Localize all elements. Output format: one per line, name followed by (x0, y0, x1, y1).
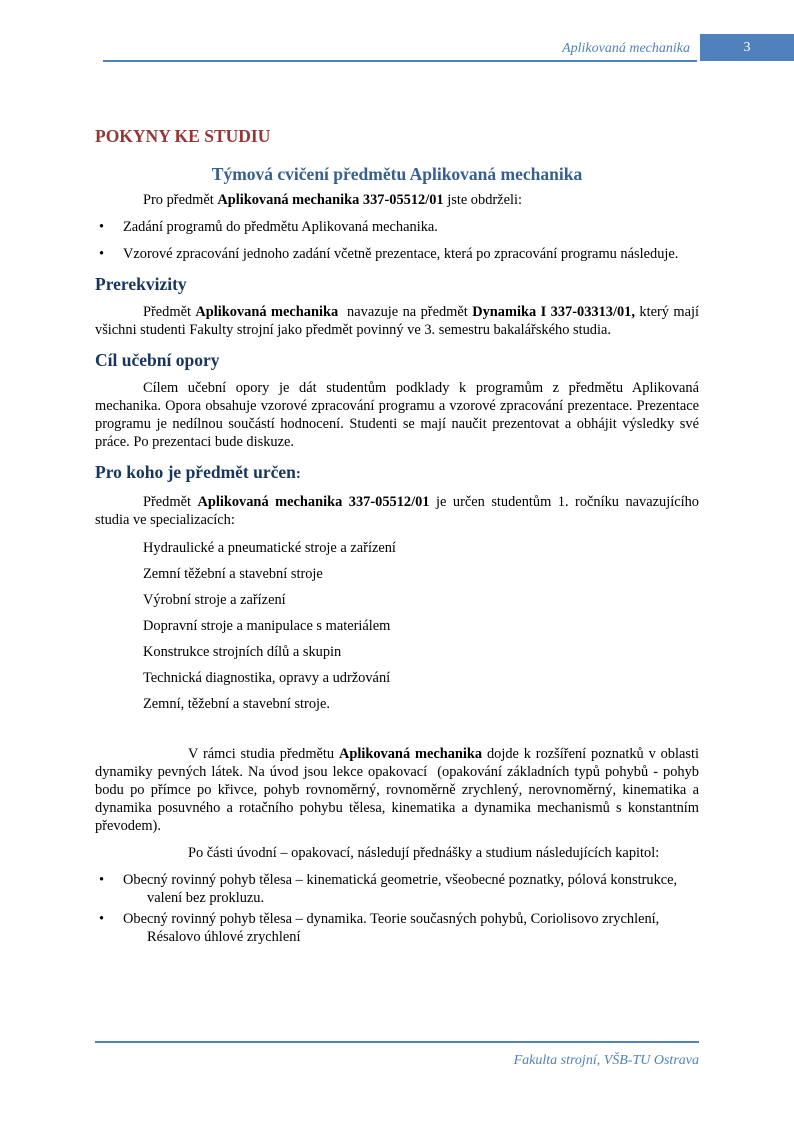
list-item: Technická diagnostika, opravy a udržování (143, 670, 391, 686)
list-item: Zemní, těžební a stavební stroje. (143, 696, 331, 712)
specializations-list (95, 539, 699, 721)
list-item: • Obecný rovinný pohyb tělesa – kinematická geometrie, všeobecné poznatky, pólová konstrukce, valení bez prokluzu. (95, 871, 699, 907)
running-header-title: Aplikovaná mechanika (562, 41, 690, 56)
intro-bullet-list (95, 218, 699, 263)
list-item: • Vzorové zpracování jednoho zadání včetně prezentace, která po zpracování programu následuje. (95, 245, 699, 263)
ramec-paragraph: V rámci studia předmětu Aplikovaná mechanika dojde k rozšíření poznatků v oblasti dynamiky pevných látek. Na úvod jsou lekce opakovací (opakování základních typů pohybů - pohyb bodu po přímce po křivce, pohyb rovnoměrný, rovnoměrně zrychlený, nerovnoměrný, kinematika a dynamika posuvného a rotačního pohybu tělesa, kinematika a dynamika mechanismů s konstantním převodem). (95, 746, 703, 834)
chapters-bullet-list (95, 871, 699, 946)
list-item: Hydraulické a pneumatické stroje a zařízení (143, 540, 396, 556)
list-item: Výrobní stroje a zařízení (143, 592, 286, 608)
heading-cil: Cíl učební opory (95, 350, 220, 370)
intro-paragraph: Pro předmět Aplikovaná mechanika 337-05512/01 jste obdrželi: (143, 192, 522, 208)
footer-rule (95, 1041, 699, 1043)
cil-paragraph: Cílem učební opory je dát studentům podklady k programům z předmětu Aplikovaná mechanika. Opora obsahuje vzorové zpracování programu a vzorové zpracování prezentace. Prezentace programu je nedílnou součástí hodnocení. Studenti se mají naučit prezentovat a obhájit výsledky své práce. Po prezentaci bude diskuze. (95, 380, 699, 450)
kapitoly-paragraph: Po části úvodní – opakovací, následují přednášky a studium následujících kapitol: (188, 845, 660, 861)
pro-koho-paragraph: Předmět Aplikovaná mechanika 337-05512/01 je určen studentům 1. ročníku navazujícího studia ve specializacích: (95, 494, 699, 528)
list-item: Zemní těžební a stavební stroje (143, 566, 323, 582)
header-rule (103, 60, 697, 62)
footer-text: Fakulta strojní, VŠB-TU Ostrava (513, 1053, 699, 1068)
section-heading-pokyny: POKYNY KE STUDIU (95, 126, 271, 146)
list-item: Konstrukce strojních dílů a skupin (143, 644, 342, 660)
subtitle: Týmová cvičení předmětu Aplikovaná mechanika (211, 164, 583, 184)
heading-pro-koho: Pro koho je předmět určen: (95, 462, 301, 482)
heading-prerekvizity: Prerekvizity (95, 274, 187, 294)
list-item: • Zadání programů do předmětu Aplikovaná mechanika. (95, 218, 699, 236)
list-item: Dopravní stroje a manipulace s materiálem (143, 618, 391, 634)
page-content (95, 125, 703, 946)
page-number: 3 (700, 34, 794, 61)
prerekvizity-paragraph: Předmět Aplikovaná mechanika navazuje na předmět Dynamika I 337-03313/01, který mají všichni studenti Fakulty strojní jako předmět povinný ve 3. semestru bakalářského studia. (95, 304, 699, 338)
list-item: • Obecný rovinný pohyb tělesa – dynamika. Teorie současných pohybů, Coriolisovo zrychlení, Résalovo úhlové zrychlení (95, 910, 699, 946)
